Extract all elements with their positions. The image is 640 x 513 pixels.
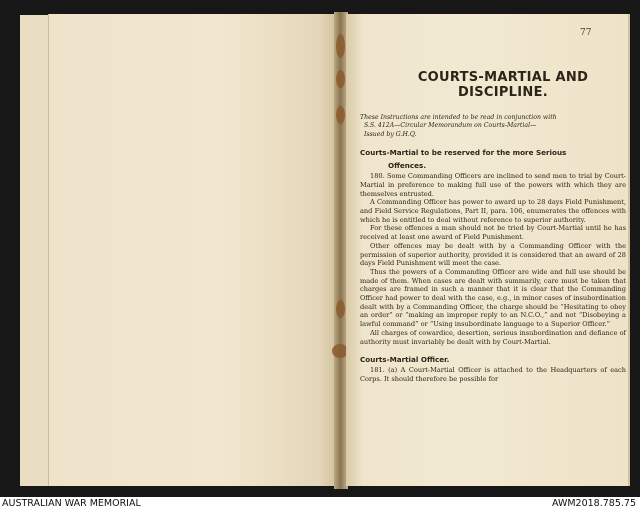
binding-stain (336, 106, 345, 124)
paragraph: Thus the powers of a Commanding Officer are wide and full use should be made of them. When cases are dealt with summarily, care must be taken that charges are framed in such a manner that it is clear that the Commanding Officer had power to deal with the case, e.g., in minor cases of insubordination dealt with by a Commanding Officer, the charge should be “Hesitating to obey an order” or “making an improper reply to an N.C.O.,” and not “Disobeying a lawful command” or “Using insubordinate language to a Superior Officer.” (360, 267, 626, 329)
section-heading-court-martial-officer: Courts-Martial Officer. (360, 355, 450, 365)
binding-stain (336, 70, 345, 88)
paragraph: Other offences may be dealt with by a Commanding Officer with the permission of superior authority, provided it is considered that an award of 28 days Field Punishment will meet the case. (360, 241, 626, 268)
section-heading-serious-offences: Courts-Martial to be reserved for the more Serious (360, 148, 567, 158)
page-text (360, 70, 626, 384)
paragraph: All charges of cowardice, desertion, serious insubordination and defiance of authority must invariably be dealt with by Court-Martial. (360, 328, 626, 346)
paragraph-181: 181. (a) A Court-Martial Officer is attached to the Headquarters of each Corps. It should therefore be possible for (360, 366, 626, 383)
page-number: 77 (580, 28, 592, 38)
caption-accession-number: AWM2018.785.75 (551, 498, 636, 509)
page-title: COURTS-MARTIAL AND DISCIPLINE. (417, 70, 589, 100)
intro-note: These Instructions are intended to be read in conjunction with S.S. 412A—Circular Memorandum on Courts-Martial— Issued by G.H.Q. (360, 114, 557, 138)
left-page-blank (48, 14, 343, 486)
binding-stain (336, 300, 345, 318)
binding-stain (336, 34, 345, 58)
paragraph: A Commanding Officer has power to award up to 28 days Field Punishment, and Field Service Regulations, Part II, para. 106, enumerates the offences with which he is entitled to deal without reference to superior authority. (360, 198, 626, 224)
section-heading-serious-offences-cont: Offences. (388, 161, 427, 171)
caption-bar (0, 497, 640, 513)
caption-source: AUSTRALIAN WAR MEMORIAL (2, 498, 141, 509)
paragraph-180: 180. Some Commanding Officers are inclined to send men to trial by Court-Martial in preference to making full use of the powers with which they are themselves entrusted. (360, 172, 626, 198)
paragraph: For these offences a man should not be tried by Court-Martial until he has received at least one award of Field Punishment. (360, 224, 626, 242)
